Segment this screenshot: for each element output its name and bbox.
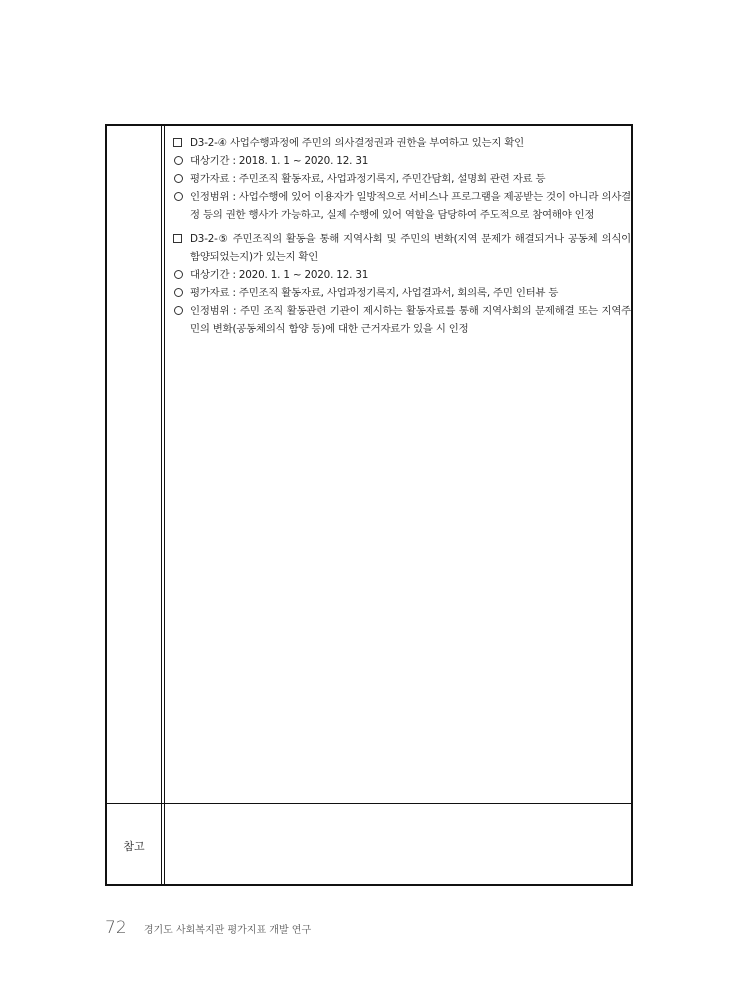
criterion-title-text: D3-2-④ 사업수행과정에 주민의 의사결정권과 권한을 부여하고 있는지 확인 xyxy=(190,137,524,149)
circle-bullet-icon xyxy=(174,174,183,183)
criterion-item-text: 평가자료 : 주민조직 활동자료, 사업과정기록지, 주민간담회, 설명회 관련 자료 등 xyxy=(190,173,546,185)
criterion-section xyxy=(173,230,631,338)
criterion-section xyxy=(173,134,631,224)
circle-bullet-icon xyxy=(174,192,183,201)
criterion-item-text: 대상기간 : 2020. 1. 1 ~ 2020. 12. 31 xyxy=(190,269,369,281)
criterion-item xyxy=(173,152,631,170)
checkbox-square-icon xyxy=(173,234,182,243)
criterion-item-text: 인정범위 : 사업수행에 있어 이용자가 일방적으로 서비스나 프로그램을 제공받는 것이 아니라 의사결정 등의 권한 행사가 가능하고, 실제 수행에 있어 역할을 담당하여 주도적으로 참여해야 인정 xyxy=(190,191,631,221)
label-column xyxy=(107,126,162,884)
page-number: 72 xyxy=(105,918,127,938)
criterion-item xyxy=(173,284,631,302)
criterion-title xyxy=(173,230,631,266)
reference-label: 참고 xyxy=(123,840,145,853)
criteria-content xyxy=(173,134,631,344)
criterion-item-text: 대상기간 : 2018. 1. 1 ~ 2020. 12. 31 xyxy=(190,155,369,167)
criterion-item xyxy=(173,170,631,188)
criterion-item-text: 평가자료 : 주민조직 활동자료, 사업과정기록지, 사업결과서, 회의록, 주민 인터뷰 등 xyxy=(190,287,559,299)
criterion-item xyxy=(173,266,631,284)
circle-bullet-icon xyxy=(174,156,183,165)
footer-title: 경기도 사회복지관 평가지표 개발 연구 xyxy=(143,925,312,936)
criterion-item xyxy=(173,302,631,338)
criterion-item xyxy=(173,188,631,224)
label-column-divider xyxy=(164,126,165,884)
row-divider xyxy=(107,803,631,804)
checkbox-square-icon xyxy=(173,138,182,147)
criterion-title xyxy=(173,134,631,152)
criterion-title-text: D3-2-⑤ 주민조직의 활동을 통해 지역사회 및 주민의 변화(지역 문제가 해결되거나 공동체 의식이 함양되었는지)가 있는지 확인 xyxy=(190,233,631,263)
circle-bullet-icon xyxy=(174,270,183,279)
circle-bullet-icon xyxy=(174,288,183,297)
criterion-item-text: 인정범위 : 주민 조직 활동관련 기관이 제시하는 활동자료를 통해 지역사회의 문제해결 또는 지역주민의 변화(공동체의식 함양 등)에 대한 근거자료가 있을 시 인정 xyxy=(190,305,631,335)
page-footer xyxy=(105,918,311,938)
indicator-table xyxy=(105,124,633,886)
circle-bullet-icon xyxy=(174,306,183,315)
